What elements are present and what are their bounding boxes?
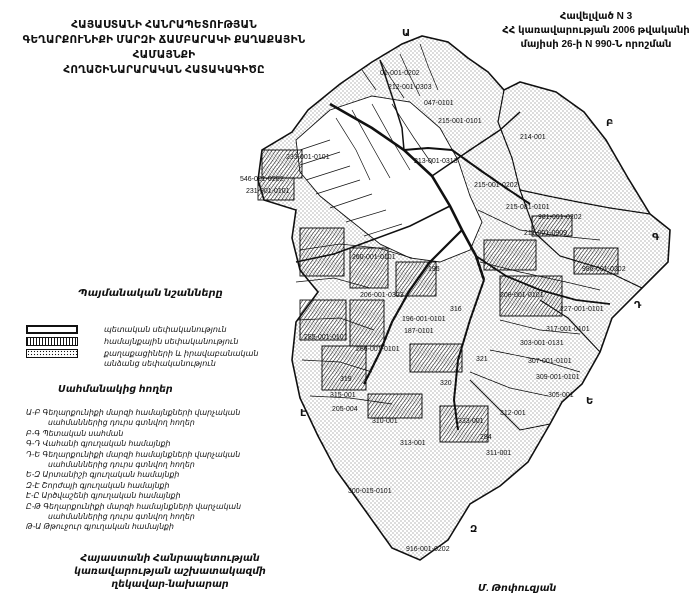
parcel-label: 195: [428, 266, 440, 273]
parcel-label: 231-001-0101: [246, 188, 290, 195]
zone-code: Զ-Է: [26, 480, 40, 490]
signatory-line: ղեկավար-նախարար: [111, 579, 229, 590]
zone-text: Գեղարքունիքի մարզի համայնքների վարչական: [42, 449, 241, 459]
zone-item: [26, 522, 316, 532]
legend-label: համայնքային սեփականություն: [104, 337, 239, 346]
zone-item: [26, 491, 316, 501]
zones-list: [26, 408, 316, 533]
zone-code: Թ-Ա: [26, 522, 42, 532]
parcel-label: 333-001: [458, 418, 484, 425]
zone-item: [26, 460, 316, 470]
parcel-label: 260-001-0101: [352, 254, 396, 261]
signatory-title: [40, 552, 300, 591]
zone-item: [26, 502, 316, 512]
parcel-label: 986-001-0202: [582, 266, 626, 273]
parcel-label: 546-001-0202: [240, 176, 284, 183]
annex-line: ՀՀ կառավարության 2006 թվականի: [502, 25, 690, 36]
map-title-line: ՀՈՂԱՇԻՆԱՐԱՐԱԿԱՆ ՀԱՏԱԿԱԳԻԾԸ: [63, 64, 265, 76]
parcel-label: 212-001-0303: [388, 84, 432, 91]
zone-item: [26, 481, 316, 491]
parcel-label: 01-001-0202: [380, 70, 420, 77]
legend-label: պետական սեփականություն: [104, 325, 227, 334]
zone-item: [26, 408, 316, 418]
signatory-line: Հայաստանի Հանրապետության: [80, 553, 260, 564]
zone-text: սահմաններից դուրս գտնվող հողեր: [48, 512, 195, 522]
legend-label-cont: անձանց սեփականություն: [104, 359, 216, 368]
zone-text: սահմաններից դուրս գտնվող հողեր: [48, 418, 195, 428]
parcel-label: 211-001-0909: [524, 230, 568, 237]
zone-code: Է-Ը: [26, 491, 40, 501]
zone-text: Պետական սահման: [42, 428, 124, 438]
parcel-label: 196-001-0101: [402, 316, 446, 323]
legend-swatch-dots: [26, 349, 78, 358]
parcel-label: 310-001: [372, 418, 398, 425]
parcel-label: 316: [450, 306, 462, 313]
parcel-label: 233-001-0101: [286, 154, 330, 161]
legend-item-private: [26, 347, 286, 368]
annex-line: մայիսի 26-ի N 990-Ն որոշման: [520, 39, 672, 50]
compass-letter: Դ: [634, 300, 642, 311]
zone-item: [26, 450, 316, 460]
parcel-label: 309-001-0101: [536, 374, 580, 381]
annex-line: Հավելված N 3: [559, 11, 633, 22]
parcel-label: 311-001: [486, 450, 512, 457]
parcel-label: 320: [440, 380, 452, 387]
parcel-label: 213-001-0313: [414, 158, 458, 165]
zones-heading: Սահմանակից հողեր: [58, 384, 173, 395]
parcel-label: 317-001-0101: [546, 326, 590, 333]
zone-text: Վահանի գյուղական համայնքի: [42, 439, 171, 449]
zone-text: Շորժայի գյուղական համայնքի: [41, 480, 170, 490]
parcel-label: 300-015-0101: [348, 488, 392, 495]
parcel-label: 187-0101: [404, 328, 434, 335]
zone-text: Արծվաշենի գյուղական համայնքի: [41, 491, 181, 501]
zone-item: [26, 418, 316, 428]
zone-text: Թթուջուր գյուղական համայնքի: [43, 522, 174, 532]
parcel-label: 981-001-0202: [538, 214, 582, 221]
parcel-label: 047-0101: [424, 100, 454, 107]
parcel-label: 312-001: [500, 410, 526, 417]
zone-item: [26, 429, 316, 439]
parcel-label: 303-001-0131: [520, 340, 564, 347]
legend-heading: Պայմանական նշանները: [78, 288, 223, 299]
compass-letter: Ա: [402, 28, 411, 39]
zone-code: Ե-Զ: [26, 470, 41, 480]
parcel-label: 319: [340, 376, 352, 383]
parcel-label: 307-001-0101: [528, 358, 572, 365]
zone-code: Ը-Թ: [26, 501, 42, 511]
parcel-label: 215-081-0101: [506, 204, 550, 211]
parcel-label: 206-001-0303: [360, 292, 404, 299]
compass-letter: Բ: [606, 118, 614, 129]
zone-text: Գեղարքունիքի մարզի համայնքների վարչական: [43, 501, 242, 511]
parcel-label: 315-001: [330, 392, 356, 399]
parcel-label: 227-001-0101: [560, 306, 604, 313]
zone-code: Ա-Բ: [26, 408, 41, 417]
zone-text: Գեղարքունիքի մարզի համայնքների վարչական: [42, 408, 241, 417]
legend-swatch-hatch: [26, 337, 78, 346]
parcel-label: 214-001: [520, 134, 546, 141]
compass-letter: Զ: [470, 524, 478, 535]
compass-letter: Գ: [652, 232, 660, 243]
community-boundary: [258, 36, 670, 560]
legend-label: քաղաքացիների և իրավաբանական: [104, 349, 259, 358]
zone-item: [26, 439, 316, 449]
parcel-label: 285-001-0101: [304, 334, 348, 341]
parcel-label: 313-001: [400, 440, 426, 447]
zone-code: Դ-Ե: [26, 449, 41, 459]
parcel-label: 205-004: [332, 406, 358, 413]
parcel-label: 321: [476, 356, 488, 363]
compass-letter: Է: [300, 408, 307, 419]
map-title-line: ԳԵՂԱՐՔՈՒՆԻՔԻ ՄԱՐԶԻ ՃԱՄԲԱՐԱԿԻ ՔԱՂԱՔԱՅԻՆ ՀԱՄԱՅՆՔԻ: [22, 34, 306, 61]
map-title-line: ՀԱՅԱՍՏԱՆԻ ՀԱՆՐԱՊԵՏՈՒԹՅԱՆ: [71, 19, 257, 31]
parcel-label: 208-001-0101: [500, 292, 544, 299]
parcel-label: 916-001-0202: [406, 546, 450, 553]
signatory-name: Մ. Թոփուզյան: [478, 583, 557, 594]
zone-code: Բ-Գ: [26, 428, 41, 438]
zone-text: սահմաններից դուրս գտնվող հողեր: [48, 460, 195, 470]
parcel-label: 215-001-0202: [474, 182, 518, 189]
signatory-line: կառավարության աշխատակազմի: [74, 566, 266, 577]
parcel-label: 215-001-0101: [438, 118, 482, 125]
parcel-label: 284: [480, 434, 492, 441]
parcel-label: 305-001: [548, 392, 574, 399]
zone-item: [26, 512, 316, 522]
zone-item: [26, 470, 316, 480]
zone-code: Գ-Դ: [26, 439, 41, 449]
legend-swatch-solid: [26, 325, 78, 334]
zone-text: Արտանիշի գյուղական համայնքի: [42, 470, 180, 480]
parcel-label: 286-001-0101: [356, 346, 400, 353]
compass-letter: Ե: [586, 396, 594, 407]
